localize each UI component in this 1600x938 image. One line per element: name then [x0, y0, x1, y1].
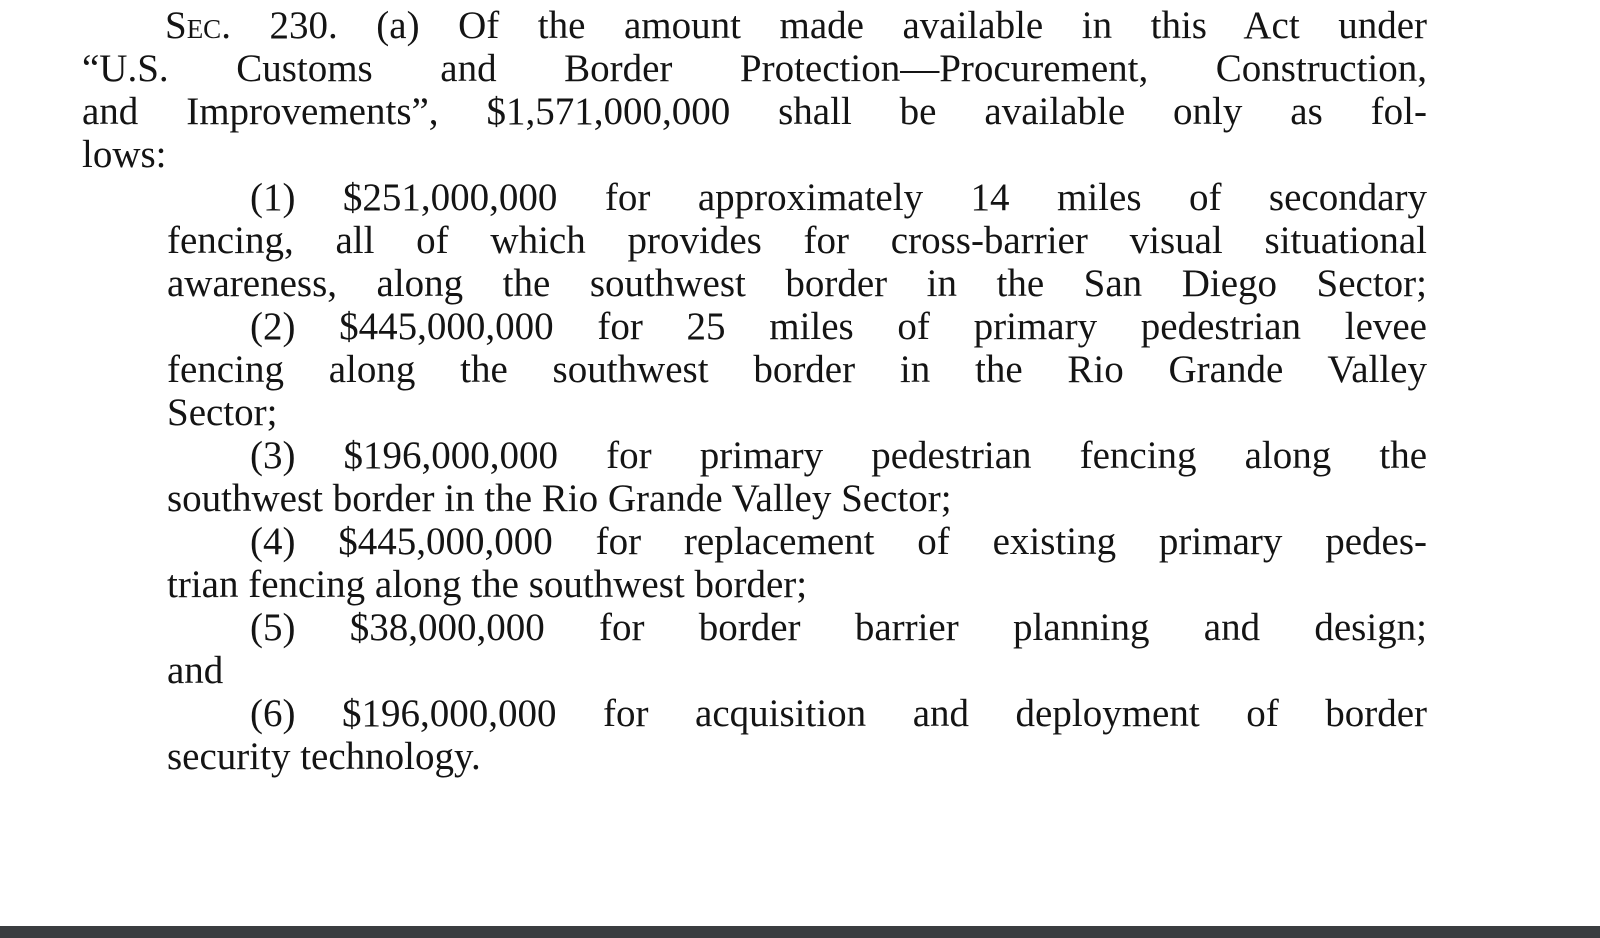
item-5-line-2: and — [167, 649, 224, 692]
item-2-line-3: Sector; — [167, 391, 278, 434]
item-5-line-1: (5) $38,000,000 for border barrier planning and design; — [250, 606, 1427, 649]
section-line-1 — [165, 4, 1427, 48]
item-1-line-1: (1) $251,000,000 for approximately 14 miles of secondary — [250, 176, 1427, 219]
item-3-line-2: southwest border in the Rio Grande Valley Sector; — [167, 477, 952, 520]
item-2-line-1: (2) $445,000,000 for 25 miles of primary pedestrian levee — [250, 305, 1427, 348]
viewer-bottom-bar — [0, 926, 1600, 938]
item-3-line-1: (3) $196,000,000 for primary pedestrian fencing along the — [250, 434, 1427, 477]
section-line-1-text: 230. (a) Of the amount made available in this Act under — [230, 4, 1427, 47]
section-line-4: lows: — [82, 133, 167, 176]
item-1-line-3: awareness, along the southwest border in the San Diego Sector; — [167, 262, 1427, 305]
item-4-line-2: trian fencing along the southwest border; — [167, 563, 808, 606]
item-6-line-1: (6) $196,000,000 for acquisition and deployment of border — [250, 692, 1427, 735]
item-4-line-1: (4) $445,000,000 for replacement of existing primary pedes- — [250, 520, 1427, 563]
item-2-line-2: fencing along the southwest border in the Rio Grande Valley — [167, 348, 1427, 391]
section-line-3: and Improvements”, $1,571,000,000 shall be available only as fol- — [82, 90, 1427, 133]
item-6-line-2: security technology. — [167, 735, 481, 778]
section-line-2: “U.S. Customs and Border Protection—Procurement, Construction, — [82, 47, 1427, 90]
item-1-line-2: fencing, all of which provides for cross-barrier visual situational — [167, 219, 1427, 262]
section-label: Sec. — [165, 4, 231, 47]
